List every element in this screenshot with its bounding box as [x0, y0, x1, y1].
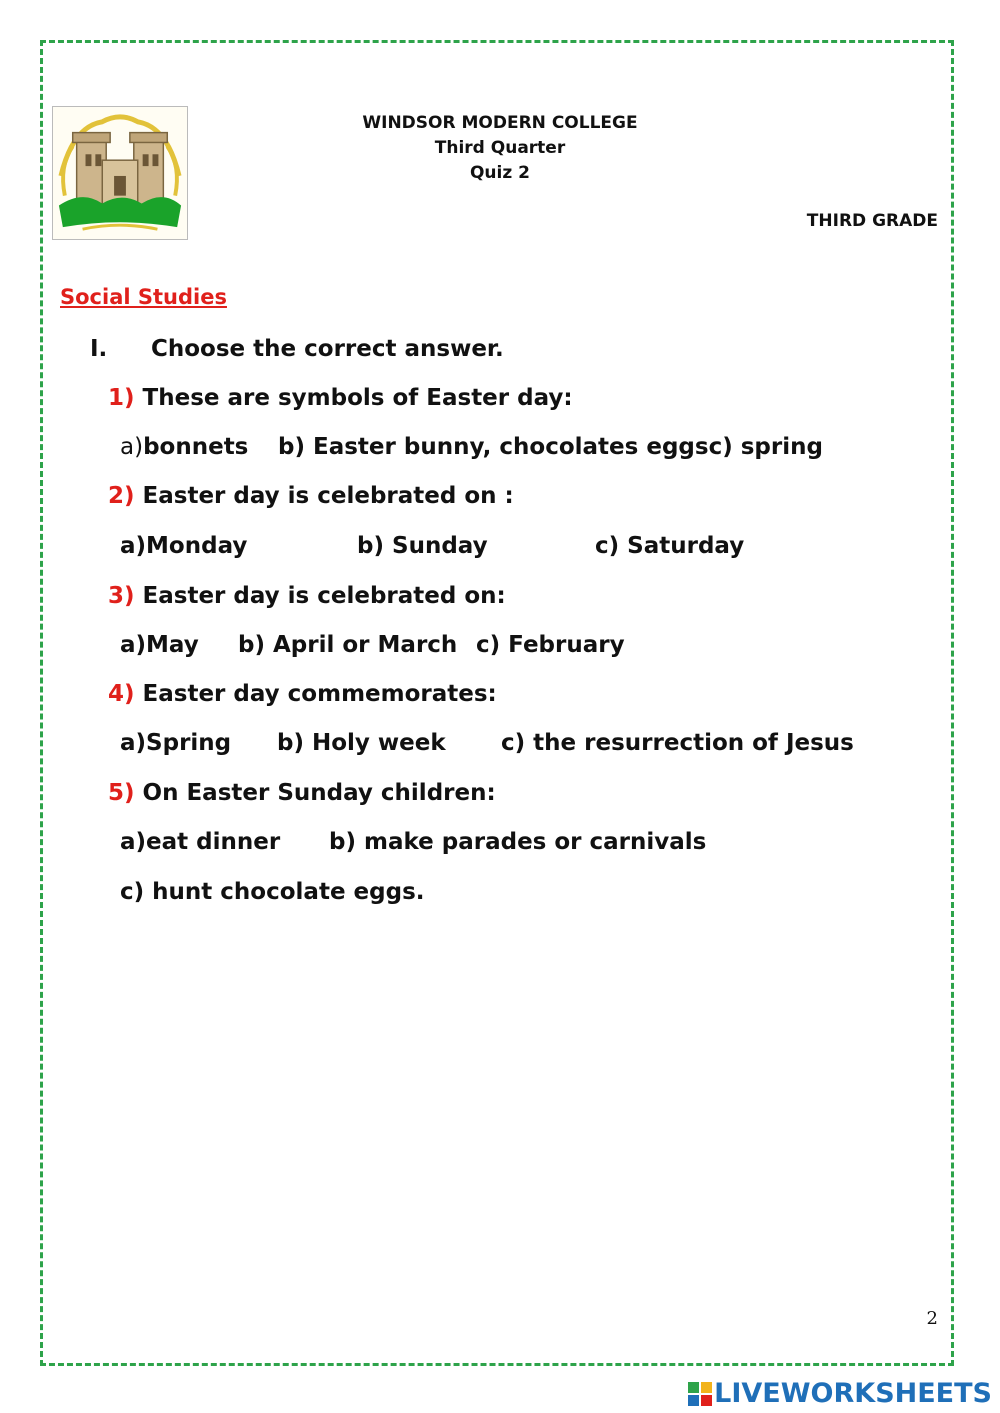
quarter-title: Third Quarter: [434, 138, 566, 158]
subject-title: Social Studies: [60, 285, 227, 309]
option-text: Sunday: [392, 533, 488, 559]
option-text: eat dinner: [146, 829, 281, 855]
option-label: a): [120, 632, 147, 658]
option-5c: [120, 879, 425, 905]
option-label: a): [120, 829, 147, 855]
question-3: [108, 583, 506, 609]
option-label: b): [238, 632, 265, 658]
option-text: make parades or carnivals: [364, 829, 707, 855]
option-label: b): [329, 829, 356, 855]
question-2: [108, 483, 514, 509]
quiz-title: Quiz 2: [469, 163, 531, 183]
option-5b: [329, 829, 706, 855]
option-label: c): [120, 879, 145, 905]
option-4b: [277, 730, 446, 756]
option-label: a): [120, 730, 147, 756]
option-text: Spring: [146, 730, 232, 756]
option-text: Easter bunny, chocolates eggs: [313, 434, 709, 460]
question-number: 3): [108, 583, 135, 609]
option-text: February: [508, 632, 625, 658]
option-text: hunt chocolate eggs.: [152, 879, 425, 905]
option-label: c): [501, 730, 526, 756]
option-3b: [238, 632, 457, 658]
question-text: Easter day is celebrated on :: [142, 483, 514, 509]
option-text: bonnets: [143, 434, 249, 460]
option-text: spring: [740, 434, 823, 460]
question-text: These are symbols of Easter day:: [142, 385, 573, 411]
option-3c: [476, 632, 625, 658]
question-5: [108, 780, 496, 806]
question-number: 4): [108, 681, 135, 707]
question-1: [108, 385, 573, 411]
option-5a: [120, 829, 280, 855]
options-1: [120, 434, 248, 460]
section-numeral: I.: [90, 336, 108, 362]
option-text: the resurrection of Jesus: [533, 730, 854, 756]
option-2b: [357, 533, 488, 559]
liveworksheets-icon: [688, 1382, 712, 1406]
option-4c: [501, 730, 854, 756]
option-3a: [120, 632, 199, 658]
option-2c: [595, 533, 744, 559]
option-label: b): [277, 730, 304, 756]
grade-label: THIRD GRADE: [806, 211, 938, 231]
question-text: Easter day is celebrated on:: [142, 583, 506, 609]
option-label: c): [595, 533, 620, 559]
question-text: Easter day commemorates:: [142, 681, 497, 707]
page-number: 2: [926, 1308, 938, 1329]
option-label: c): [708, 434, 733, 460]
liveworksheets-logo[interactable]: [688, 1378, 992, 1409]
option-2a: [120, 533, 247, 559]
option-text: Saturday: [627, 533, 745, 559]
option-label: a): [120, 533, 147, 559]
option-text: April or March: [273, 632, 458, 658]
question-number: 1): [108, 385, 135, 411]
option-text: May: [146, 632, 199, 658]
option-text: Holy week: [312, 730, 446, 756]
question-text: On Easter Sunday children:: [142, 780, 496, 806]
school-name: WINDSOR MODERN COLLEGE: [362, 113, 638, 133]
section-instruction: Choose the correct answer.: [151, 336, 504, 362]
option-label: a): [120, 434, 144, 460]
option-4a: [120, 730, 231, 756]
option-label: b): [357, 533, 384, 559]
option-text: Monday: [146, 533, 248, 559]
brand-name: LIVEWORKSHEETS: [714, 1378, 992, 1409]
question-number: 5): [108, 780, 135, 806]
option-label: b): [278, 434, 305, 460]
options-1b: [278, 434, 823, 460]
question-4: [108, 681, 497, 707]
option-label: c): [476, 632, 501, 658]
question-number: 2): [108, 483, 135, 509]
